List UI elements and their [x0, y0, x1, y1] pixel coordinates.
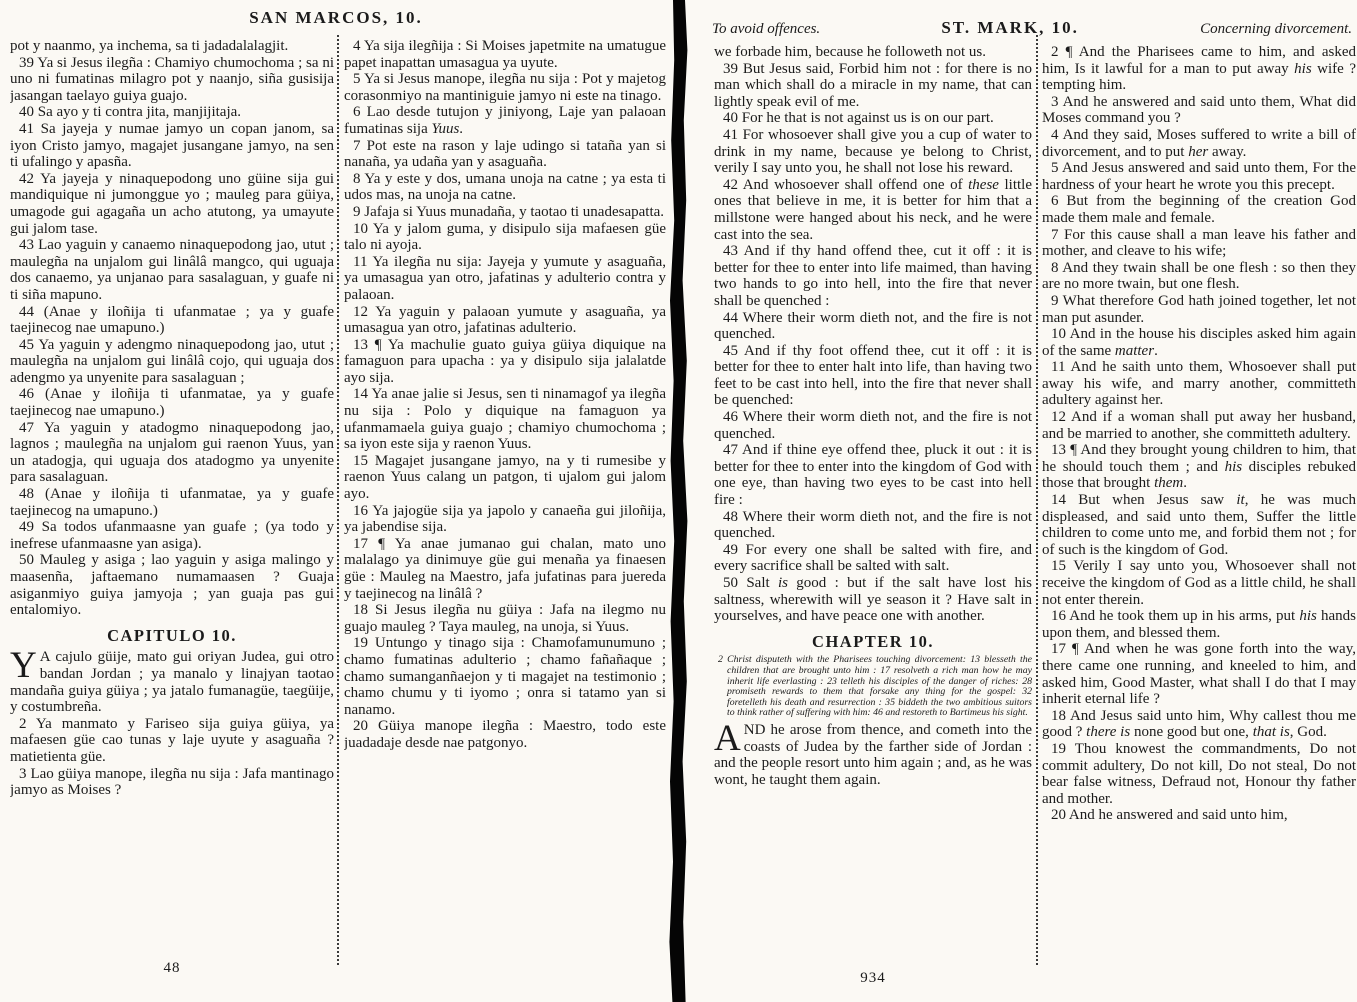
mark-column-1: [714, 44, 1032, 968]
verse-paragraph: 5 Ya si Jesus manope, ilegña nu sija : Pot y majetog corasonmiyo na mantiniguie jamyo ni este na tinago.: [344, 71, 666, 104]
verse-paragraph: 13 ¶ Ya machulie guato guiya güiya diquique na famaguon para upacha : ya y disipulo sija jalalatde ayo sija.: [344, 336, 666, 386]
book-binding-gutter: [664, 0, 694, 1002]
verse-paragraph: 48 Where their worm dieth not, and the fire is not quenched.: [714, 508, 1032, 542]
chapter-heading: CAPITULO 10.: [107, 625, 237, 645]
verse-paragraph: 6 But from the beginning of the creation God made them male and female.: [1042, 193, 1356, 226]
verse-paragraph: 43 Lao yaguin y canaemo ninaquepodong jao, utut ; maulegña na unjalom gui linâlâ mangco, qui uguaja dos canaemo, ya unjanao para sasalaguan, y guafe ni ti siña mapuno.: [10, 237, 334, 303]
running-head-st-mark: [712, 18, 1352, 38]
verse-paragraph: 8 And they twain shall be one flesh : so then they are no more twain, but one flesh.: [1042, 259, 1356, 293]
verse-paragraph: 16 Ya jajogüe sija ya japolo y canaeña gui jiloñija, ya jabendise sija.: [344, 502, 666, 536]
verse-paragraph: 4 Ya sija ilegñija : Si Moises japetmite na umatugue papet inapattan umasagua ya uyute.: [344, 38, 666, 71]
verse-paragraph: 50 Mauleg y asiga ; lao yaguin y asiga malingo y maasenña, jaftaemano numamaasen ? Guaja asiganmiyo guiya jamyoja ; yan guaja pas gui entalomiyo.: [10, 552, 334, 619]
verse-paragraph: 18 And Jesus said unto him, Why callest thou me good ? there is none good but one, that is, God.: [1042, 707, 1356, 741]
verse-paragraph: 42 And whosoever shall offend one of these little ones that believe in me, it is better for him that a millstone were hanged about his neck, and he were cast into the sea.: [714, 176, 1032, 243]
verse-paragraph: 40 Sa ayo y ti contra jita, manjijitaja.: [19, 104, 242, 121]
verse-paragraph: 6 Lao desde tutujon y jiniyong, Laje yan palaoan fumatinas sija Yuus.: [344, 104, 666, 137]
verse-paragraph: 39 But Jesus said, Forbid him not : for there is no man which shall do a miracle in my name, that can lightly speak evil of me.: [714, 60, 1032, 110]
verse-paragraph: 17 ¶ And when he was gone forth into the way, there came one running, and kneeled to him, and asked him, Good Master, what shall I do that I may inherit eternal life ?: [1042, 641, 1356, 708]
verse-paragraph: 18 Si Jesus ilegña nu güiya : Jafa na ilegmo nu guajo mauleg ? Taya mauleg, na unoja, si Yuus.: [344, 602, 666, 635]
marcos-column-1: [10, 38, 334, 960]
verse-paragraph: 46 (Anae y iloñija ti ufanmatae, ya y guafe taejinecog nae umapuno.): [10, 386, 334, 420]
drop-cap: A: [714, 717, 741, 759]
running-head-title: ST. MARK, 10.: [941, 18, 1079, 37]
verse-paragraph: 14 But when Jesus saw it, he was much displeased, and said unto them, Suffer the little children to come unto me, and forbid them not ; for of such is the kingdom of God.: [1042, 492, 1356, 558]
verse-paragraph: 46 Where their worm dieth not, and the fire is not quenched.: [714, 409, 1032, 442]
verse-paragraph: 11 And he saith unto them, Whosoever shall put away his wife, and marry another, committeth adultery against her.: [1042, 359, 1356, 409]
verse-paragraph: 8 Ya y este y dos, umana unoja na catne ; ya esta ti udos mas, na unoja na catne.: [344, 170, 666, 204]
verse-paragraph: 43 And if thy hand offend thee, cut it off : it is better for thee to enter into life maimed, than having two hands to go into hell, into the fire that never shall be quenched :: [714, 243, 1032, 309]
verse-paragraph: 4 And they said, Moses suffered to write a bill of divorcement, and to put her away.: [1042, 126, 1356, 160]
continuation-paragraph: pot y naanmo, ya inchema, sa ti jadadalalagjit.: [10, 38, 289, 54]
verse-paragraph: 39 Ya si Jesus ilegña : Chamiyo chumochoma ; sa ni uno ni fumatinas milagro pot y naanjo, siña gusisija jasangan taelayo guiya guajo.: [10, 54, 334, 104]
verse-paragraph: 7 Pot este na rason y laje udingo si tataña yan si nanaña, ya udaña yan y asaguaña.: [344, 137, 666, 171]
verse-paragraph: 16 And he took them up in his arms, put his hands upon them, and blessed them.: [1042, 608, 1356, 641]
verse-paragraph: 10 And in the house his disciples asked him again of the same matter.: [1042, 326, 1356, 359]
verse-paragraph: 20 Güiya manope ilegña : Maestro, todo este juadadaje desde nae patgonyo.: [344, 718, 666, 751]
verse-paragraph: 40 For he that is not against us is on our part.: [723, 110, 994, 127]
verse-paragraph: 45 Ya yaguin y adengmo ninaquepodong jao, utut ; maulegña na unjalom gui linâlâ cojo, qui uguaja dos adengmo ya unyenite para sasalaguan ;: [10, 336, 334, 386]
chapter-summary: 2 Christ disputeth with the Pharisees touching divorcement: 13 blesseth the children that are brought unto him : 17 resolveth a rich man how he may inherit life everlasting : 23 telleth his disciples of the danger of riches: 28 promiseth rewards to them that forsake any thing for the gospel: 32 foretelleth his death and resurrection : 35 biddeth the two ambitious suitors to think rather of suffering with him: 46 and restoreth to Bartimeus his sight.: [718, 654, 1032, 719]
mark-column-2: [1042, 44, 1356, 968]
verse-paragraph: 19 Thou knowest the commandments, Do not commit adultery, Do not kill, Do not steal, Do not bear false witness, Defraud not, Honour thy father and mother.: [1042, 740, 1356, 807]
verse-paragraph: 14 Ya anae jalie si Jesus, sen ti ninamagof ya ilegña nu sija : Polo y diquique na famaguon ya ufanmamaela guiya guajo ; chamiyo chumochoma ; sa iyon este sija y raenon Yuus.: [344, 386, 666, 453]
verse-paragraph: 15 Magajet jusangane jamyo, na y ti rumesibe y raenon Yuus calang un patgon, ti ujalom gui jalom ayo.: [344, 452, 666, 503]
verse-paragraph: 7 For this cause shall a man leave his father and mother, and cleave to his wife;: [1042, 226, 1356, 260]
verse-paragraph: 12 And if a woman shall put away her husband, and be married to another, she committeth adultery.: [1042, 409, 1356, 442]
page-number-left: 48: [163, 960, 181, 976]
verse-paragraph: 3 And he answered and said unto them, What did Moses command you ?: [1042, 93, 1356, 127]
verse-paragraph: 13 ¶ And they brought young children to him, that he should touch them ; and his disciples rebuked those that brought them.: [1042, 442, 1356, 492]
drop-cap: Y: [10, 645, 37, 687]
chapter-heading: CHAPTER 10.: [812, 631, 934, 651]
verse-paragraph: 15 Verily I say unto you, Whosoever shall not receive the kingdom of God as a little child, he shall not enter therein.: [1042, 558, 1356, 608]
verse-paragraph: 49 For every one shall be salted with fire, and every sacrifice shall be salted with salt.: [714, 541, 1032, 575]
verse-paragraph: 3 Lao güiya manope, ilegña nu sija : Jafa mantinago jamyo as Moises ?: [10, 765, 334, 799]
verse-paragraph: 12 Ya yaguin y palaoan yumute y asaguaña, ya umasagua yan otro, jafatinas adulterio.: [344, 303, 666, 337]
verse-paragraph: 47 And if thine eye offend thee, pluck it out : it is better for thee to enter into the kingdom of God with one eye, than having two eyes to be cast into hell fire :: [714, 442, 1032, 509]
verse-paragraph: 50 Salt is good : but if the salt have lost his saltness, wherewith will ye season it ? Have salt in yourselves, and have peace one with another.: [714, 575, 1032, 625]
verse-paragraph: 19 Untungo y tinago sija : Chamofamunumuno ; chamo fumatinas adulterio ; chamo fañañaque ; chamo sumanganñaejon y ti magajet na testimonio ; chamo chumu y ti iyomo ; onra si tatamo yan si nanamo.: [344, 635, 666, 718]
verse-paragraph: 48 (Anae y iloñija ti ufanmatae, ya y guafe taejinecog na umapuno.): [10, 486, 334, 519]
verse-paragraph: 2 ¶ And the Pharisees came to him, and asked him, Is it lawful for a man to put away his wife ? tempting him.: [1042, 44, 1356, 94]
verse-paragraph: 44 Where their worm dieth not, and the fire is not quenched.: [714, 309, 1032, 343]
verse-paragraph: 41 For whosoever shall give you a cup of water to drink in my name, because ye belong to Christ, verily I say unto you, he shall not lose his reward.: [714, 126, 1032, 177]
verse-paragraph: 45 And if thy foot offend thee, cut it off : it is better for thee to enter halt into life, than having two feet to be cast into hell, into the fire that never shall be quenched:: [714, 342, 1032, 409]
verse-paragraph: 2 Ya manmato y Fariseo sija guiya güiya, ya mafaesen güe cao tunas y laje uyute y asaguaña ? matietienta güe.: [10, 715, 334, 765]
running-head-caption-right: Concerning divorcement.: [1200, 21, 1352, 37]
verse-paragraph: 5 And Jesus answered and said unto them, For the hardness of your heart he wrote you this precept.: [1042, 160, 1356, 193]
verse-paragraph: 9 Jafaja si Yuus munadaña, y taotao ti unadesapatta.: [353, 203, 665, 220]
continuation-paragraph: we forbade him, because he followeth not us.: [714, 44, 986, 60]
running-head-san-marcos: SAN MARCOS, 10.: [249, 8, 423, 27]
verse-paragraph: 17 ¶ Ya anae jumanao gui chalan, mato uno malalago ya dinimuye güe gui menaña ya finaesen güe : Mauleg na Maestro, jafa jufatinas para juereda y taejinecog na linâlâ ?: [344, 535, 666, 602]
verse-paragraph: 41 Sa jayeja y numae jamyo un copan janom, sa iyon Cristo jamyo, magajet jusangane jamyo, na sen ti ufalingo y apasña.: [10, 120, 334, 171]
verse-paragraph: 9 What therefore God hath joined together, let not man put asunder.: [1042, 292, 1356, 326]
verse-paragraph: AND he arose from thence, and cometh into the coasts of Judea by the farther side of Jordan : and the people resort unto him again ; and, as he was wont, he taught them again.: [714, 717, 1032, 788]
verse-paragraph: 11 Ya ilegña nu sija: Jayeja y yumute y asaguaña, ya umasagua yan otro, jafatinas y adulterio contra y palaoan.: [344, 253, 666, 303]
page-number-right: 934: [860, 970, 886, 986]
verse-paragraph: 49 Sa todos ufanmaasne yan guafe ; (ya todo y inefrese ufanmaasne yan asiga).: [10, 519, 334, 552]
verse-paragraph: Y A cajulo güije, mato gui oriyan Judea, gui otro bandan Jordan ; ya manalo y linajyan taotao mandaña guiya güiya ; ya jatalo fumanagüe, taegüije, y costumbreña.: [10, 645, 334, 716]
column-rule-right-page: [1036, 35, 1038, 965]
verse-paragraph: 47 Ya yaguin y atadogmo ninaquepodong jao, lagnos ; maulegña na unjalom gui raenon Yuus, yan un atadogja, qui uguaja dos atadogmo ya unyenite para sasalaguan.: [10, 419, 334, 486]
marcos-column-2: [344, 38, 666, 960]
running-head-caption-left: To avoid offences.: [712, 21, 821, 37]
verse-paragraph: 20 And he answered and said unto him,: [1051, 807, 1288, 824]
column-rule-left-page: [337, 35, 339, 965]
verse-paragraph: 44 (Anae y iloñija ti ufanmatae ; ya y guafe taejinecog nae umapuno.): [10, 303, 334, 337]
verse-paragraph: 42 Ya jayeja y ninaquepodong uno güine sija gui mandiquique ni jumonggue yo ; mauleg para güiya, umagode gui agagaña un acho atutong, ya umayute gui jalom tase.: [10, 170, 334, 237]
verse-paragraph: 10 Ya y jalom guma, y disipulo sija mafaesen güe talo ni ayoja.: [344, 220, 666, 254]
